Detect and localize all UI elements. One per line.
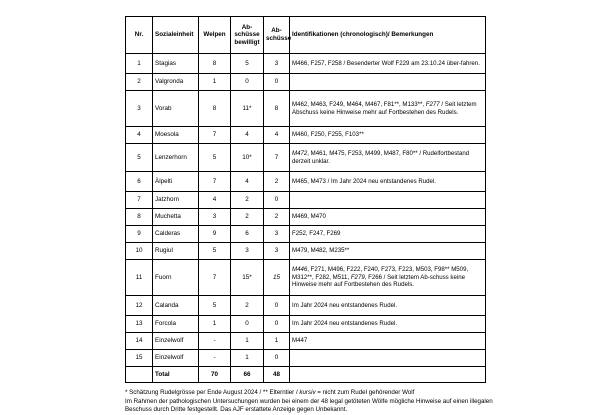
row-approved: 15* [231, 260, 264, 296]
row-nr: 9 [126, 226, 153, 243]
row-pups: 9 [199, 226, 231, 243]
row-unit: Stagias [153, 54, 199, 74]
row-nr: 1 [126, 54, 153, 74]
note-segment: / Seit letztem Abschuss keine Hinweise mehr auf Fortbestehen des Rudels. [292, 101, 477, 116]
row-identifications [290, 316, 486, 333]
row-identifications [290, 296, 486, 316]
table-row [126, 54, 486, 74]
note-segment: , F266 / Seit letztem Ab-schuss keine Hinweise mehr auf Fortbestehen des Rudels. [292, 273, 465, 289]
row-approved: 2 [231, 209, 264, 226]
row-identifications [290, 209, 486, 226]
row-nr: 8 [126, 209, 153, 226]
row-identifications [290, 226, 486, 243]
row-approved: 10* [231, 144, 264, 172]
note-segment: M447 [292, 337, 308, 345]
row-nr: 12 [126, 296, 153, 316]
row-nr: 7 [126, 192, 153, 209]
total-nr-cell [126, 367, 153, 383]
row-pups: 8 [199, 91, 231, 127]
note-segment: M462, M463, F249, M464, M467, F81**, M133**, [292, 101, 426, 109]
table-row [126, 350, 486, 367]
row-identifications [290, 54, 486, 74]
row-shot: 0 [264, 350, 290, 367]
table-body [126, 54, 486, 367]
row-nr: 13 [126, 316, 153, 333]
note-segment: M469, M470 [292, 213, 326, 221]
row-shot: 0 [264, 296, 290, 316]
row-nr: 14 [126, 333, 153, 350]
row-unit: Calanda [153, 296, 199, 316]
header-shot: Ab- schüsse [264, 17, 290, 54]
note-segment: F252, F247, F269 [292, 230, 341, 238]
row-nr: 4 [126, 127, 153, 144]
table-row [126, 127, 486, 144]
row-approved: 1 [231, 350, 264, 367]
row-pups: 1 [199, 316, 231, 333]
header-approved: Ab- schüsse bewilligt [231, 17, 264, 54]
row-shot: 0 [264, 74, 290, 91]
table-row [126, 243, 486, 260]
note-segment: M446 [292, 266, 308, 274]
note-segment: F279 [350, 273, 365, 281]
note-segment: Im Jahr 2024 neu entstandenes Rudel. [292, 301, 398, 309]
row-approved: 0 [231, 316, 264, 333]
row-approved: 3 [231, 243, 264, 260]
row-identifications [290, 172, 486, 192]
row-identifications [290, 144, 486, 172]
row-unit: Moesola [153, 127, 199, 144]
note-segment: , F271, M496, F222, F240, F273, F223, M503, F98** M509, M312**, F282, M511, [292, 266, 469, 281]
row-shot: 15 [264, 260, 290, 296]
row-shot: 7 [264, 144, 290, 172]
row-pups: 4 [199, 192, 231, 209]
row-unit: Jatzhorn [153, 192, 199, 209]
row-identifications [290, 260, 486, 296]
row-pups: 5 [199, 144, 231, 172]
row-nr: 15 [126, 350, 153, 367]
wolf-pack-table [125, 16, 486, 383]
row-shot: 2 [264, 172, 290, 192]
note-segment: M472 [292, 150, 308, 158]
wolf-report-sheet [125, 16, 493, 415]
table-header-row [126, 17, 486, 54]
footnote-segment: * Schätzung Rudelgrösse per Ende August 2024 / ** Elterntier / [125, 389, 300, 396]
row-unit: Einzelwolf [153, 350, 199, 367]
note-segment: F277 [425, 101, 440, 109]
total-note-cell [290, 367, 486, 383]
row-unit: Calderas [153, 226, 199, 243]
footnote-segment: = nicht zum Rudel gehörender Wolf [315, 389, 415, 396]
note-segment: M460, F250, F255, F103** [292, 131, 364, 139]
note-segment: , M461, M475, F253, M499, M487, F80** / Rudelfortbestand derzeit unklar. [292, 150, 470, 165]
total-approved: 66 [231, 367, 264, 383]
row-nr: 5 [126, 144, 153, 172]
row-approved: 2 [231, 296, 264, 316]
row-shot: 3 [264, 54, 290, 74]
row-approved: 4 [231, 172, 264, 192]
row-nr: 2 [126, 74, 153, 91]
row-identifications [290, 333, 486, 350]
row-approved: 6 [231, 226, 264, 243]
row-approved: 2 [231, 192, 264, 209]
table-row [126, 333, 486, 350]
header-unit: Sozialeinheit [153, 17, 199, 54]
row-pups: 5 [199, 243, 231, 260]
table-row [126, 296, 486, 316]
row-identifications [290, 127, 486, 144]
row-unit: Rugiul [153, 243, 199, 260]
total-shot: 48 [264, 367, 290, 383]
row-unit: Älpelti [153, 172, 199, 192]
total-label: Total [153, 367, 199, 383]
row-identifications [290, 91, 486, 127]
row-approved: 1 [231, 333, 264, 350]
row-shot: 1 [264, 333, 290, 350]
row-shot: 3 [264, 243, 290, 260]
row-unit: Vorab [153, 91, 199, 127]
note-segment: Im Jahr 2024 neu entstandenes Rudel. [292, 320, 398, 328]
row-unit: Lenzerhorn [153, 144, 199, 172]
row-shot: 8 [264, 91, 290, 127]
row-nr: 6 [126, 172, 153, 192]
row-approved: 0 [231, 74, 264, 91]
row-shot: 0 [264, 316, 290, 333]
row-pups: - [199, 333, 231, 350]
total-row [126, 367, 486, 383]
table-row [126, 209, 486, 226]
note-segment: M479, M482, M235** [292, 247, 350, 255]
row-identifications [290, 74, 486, 91]
table-row [126, 316, 486, 333]
footnote-segment: Im Rahmen der pathologischen Untersuchungen wurden bei einem der 48 legal getöteten Wölfe mögliche Hinweise auf einen illegalen Beschuss durch Dritte festgestellt. Das AJF erstattete Anzeige gegen Unbekannt. [125, 397, 493, 414]
row-pups: 7 [199, 260, 231, 296]
row-unit: Valgronda [153, 74, 199, 91]
note-segment: M466, F257, F258 / Besenderter Wolf F229 am 23.10.24 über-fahren. [292, 59, 480, 67]
table-row [126, 74, 486, 91]
row-unit: Fuorn [153, 260, 199, 296]
row-approved: 11* [231, 91, 264, 127]
row-pups: 1 [199, 74, 231, 91]
row-identifications [290, 192, 486, 209]
row-shot: 4 [264, 127, 290, 144]
table-row [126, 172, 486, 192]
footnote-legend [125, 389, 497, 398]
row-unit: Muchetta [153, 209, 199, 226]
note-segment: M465, M473 / Im Jahr 2024 neu entstandenes Rudel. [292, 177, 436, 185]
row-identifications [290, 243, 486, 260]
row-nr: 3 [126, 91, 153, 127]
total-pups: 70 [199, 367, 231, 383]
row-pups: 5 [199, 296, 231, 316]
row-shot: 3 [264, 226, 290, 243]
header-pups: Welpen [199, 17, 231, 54]
header-nr: Nr. [126, 17, 153, 54]
table-row [126, 91, 486, 127]
row-shot: 0 [264, 192, 290, 209]
footnote-pathology [125, 398, 497, 415]
row-approved: 4 [231, 127, 264, 144]
row-unit: Forcola [153, 316, 199, 333]
table-row [126, 144, 486, 172]
row-pups: 8 [199, 54, 231, 74]
row-pups: 7 [199, 172, 231, 192]
row-identifications [290, 350, 486, 367]
row-pups: 3 [199, 209, 231, 226]
table-row [126, 226, 486, 243]
header-identifications: Identifikationen (chronologisch)/ Bemerkungen [290, 17, 486, 54]
row-shot: 2 [264, 209, 290, 226]
row-nr: 10 [126, 243, 153, 260]
row-approved: 5 [231, 54, 264, 74]
table-row [126, 192, 486, 209]
footnote-segment: kursiv [299, 389, 316, 396]
row-nr: 11 [126, 260, 153, 296]
table-row [126, 260, 486, 296]
row-pups: 7 [199, 127, 231, 144]
row-unit: Einzelwolf [153, 333, 199, 350]
row-pups: - [199, 350, 231, 367]
